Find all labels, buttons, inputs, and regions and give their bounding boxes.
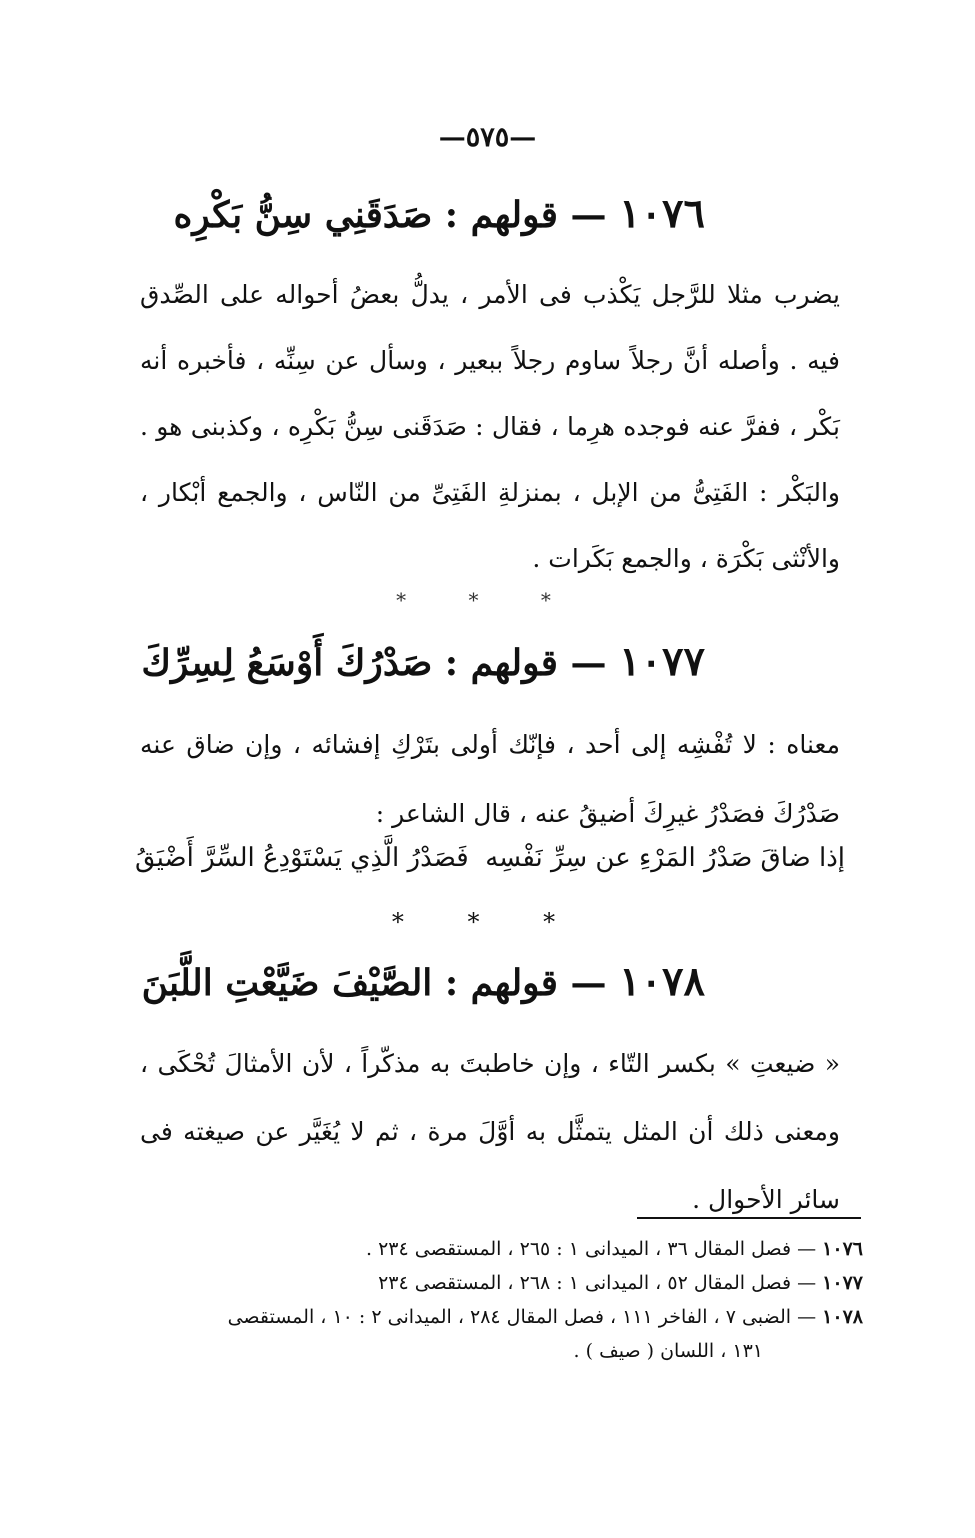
footnote-dash: — <box>797 1306 817 1328</box>
footnote-number: ١٠٧٦ <box>822 1238 863 1260</box>
footnote-text: الضبى ٧ ، الفاخر ١١١ ، فصل المقال ٢٨٤ ، الميدانى ٢ : ١٠ ، المستقصى <box>227 1306 792 1328</box>
footnote-1077 <box>143 1266 863 1300</box>
entry-title: قولهم : صَدَقَنِي سِنُّ بَكْرِه <box>173 194 558 236</box>
footnote-1076 <box>143 1232 863 1266</box>
entry-title: قولهم : الصَّيْفَ ضَيَّعْتِ اللَّبَنَ <box>141 962 558 1004</box>
footnote-dash: — <box>797 1238 817 1260</box>
entry-title: قولهم : صَدْرُكَ أَوْسَعُ لِسِرِّكَ <box>141 642 558 684</box>
entry-number: ١٠٧٦ <box>619 190 705 237</box>
entry-body-1076: يضرب مثلا للرَّجل يَكْذب فى الأمر ، يدلُّ بعضُ أحواله على الصِّدق فيه . وأصله أنَّ رجلاً ساوم رجلاً ببعير ، وسأل عن سِنِّه ، فأخبره أنه بَكْر ، ففرَّ عنه فوجده هرِما ، فقال : صَدَقَنى سِنُّ بَكْرِه ، وكذبنى هو . والبَكْر : الفَتِىُّ من الإبل ، بمنزلةِ الفَتِىِّ من النّاس ، والجمع أبْكار ، والأنْثى بَكْرَة ، والجمع بَكَرات . <box>140 280 841 573</box>
entry-heading-1078 <box>141 958 705 1005</box>
entry-body-1077: معناه : لا تُفْشِه إلى أحد ، فإنّك أولى بتَرْكِ إفشائه ، وإن ضاق عنه صَدْرُكَ فصَدْرُ غيرِكَ أضيقُ عنه ، قال الشاعر : <box>140 730 840 828</box>
entry-number: ١٠٧٨ <box>619 958 705 1005</box>
footnote-number: ١٠٧٨ <box>822 1306 863 1328</box>
footnotes <box>143 1232 863 1368</box>
entry-heading-1077 <box>141 638 705 685</box>
verse-first-hemistich: إذا ضاقَ صَدْرُ المَرْءِ عن سِرِّ نَفْسِه <box>485 843 845 873</box>
entry-body-1078: « ضيعتِ » بكسر التّاء ، وإن خاطبتَ به مذكّراً ، لأن الأمثالَ تُحْكَى ، ومعنى ذلك أن المثل يتمثَّل به أوَّلَ مرة ، ثم لا يُغَيَّر عن صيغته فى سائر الأحوال . <box>140 1049 840 1214</box>
verse-second-hemistich: فَصَدْرُ الَّذِي يَسْتَوْدِعُ السِّرَّ أَضْيَقُ <box>135 843 469 873</box>
poetry-verse <box>135 843 845 873</box>
page-number: —٥٧٥— <box>438 122 537 153</box>
entry-dash: — <box>570 194 607 236</box>
footnote-dash: — <box>797 1272 817 1294</box>
footnote-text: فصل المقال ٥٢ ، الميدانى ١ : ٢٦٨ ، المستقصى ٢٣٤ <box>378 1272 792 1294</box>
entry-heading-1076 <box>145 190 705 237</box>
section-separator: * * * <box>396 588 579 612</box>
footnote-1078-continuation: ١٣١ ، اللسان ( صيف ) . <box>573 1340 763 1362</box>
footnote-rule <box>637 1217 861 1219</box>
footnote-1078 <box>143 1300 863 1334</box>
section-separator: * * * <box>391 908 584 936</box>
footnote-text: فصل المقال ٣٦ ، الميدانى ١ : ٢٦٥ ، المستقصى ٢٣٤ . <box>365 1238 792 1260</box>
entry-dash: — <box>570 642 607 684</box>
entry-number: ١٠٧٧ <box>619 638 705 685</box>
footnote-number: ١٠٧٧ <box>822 1272 863 1294</box>
entry-dash: — <box>570 962 607 1004</box>
